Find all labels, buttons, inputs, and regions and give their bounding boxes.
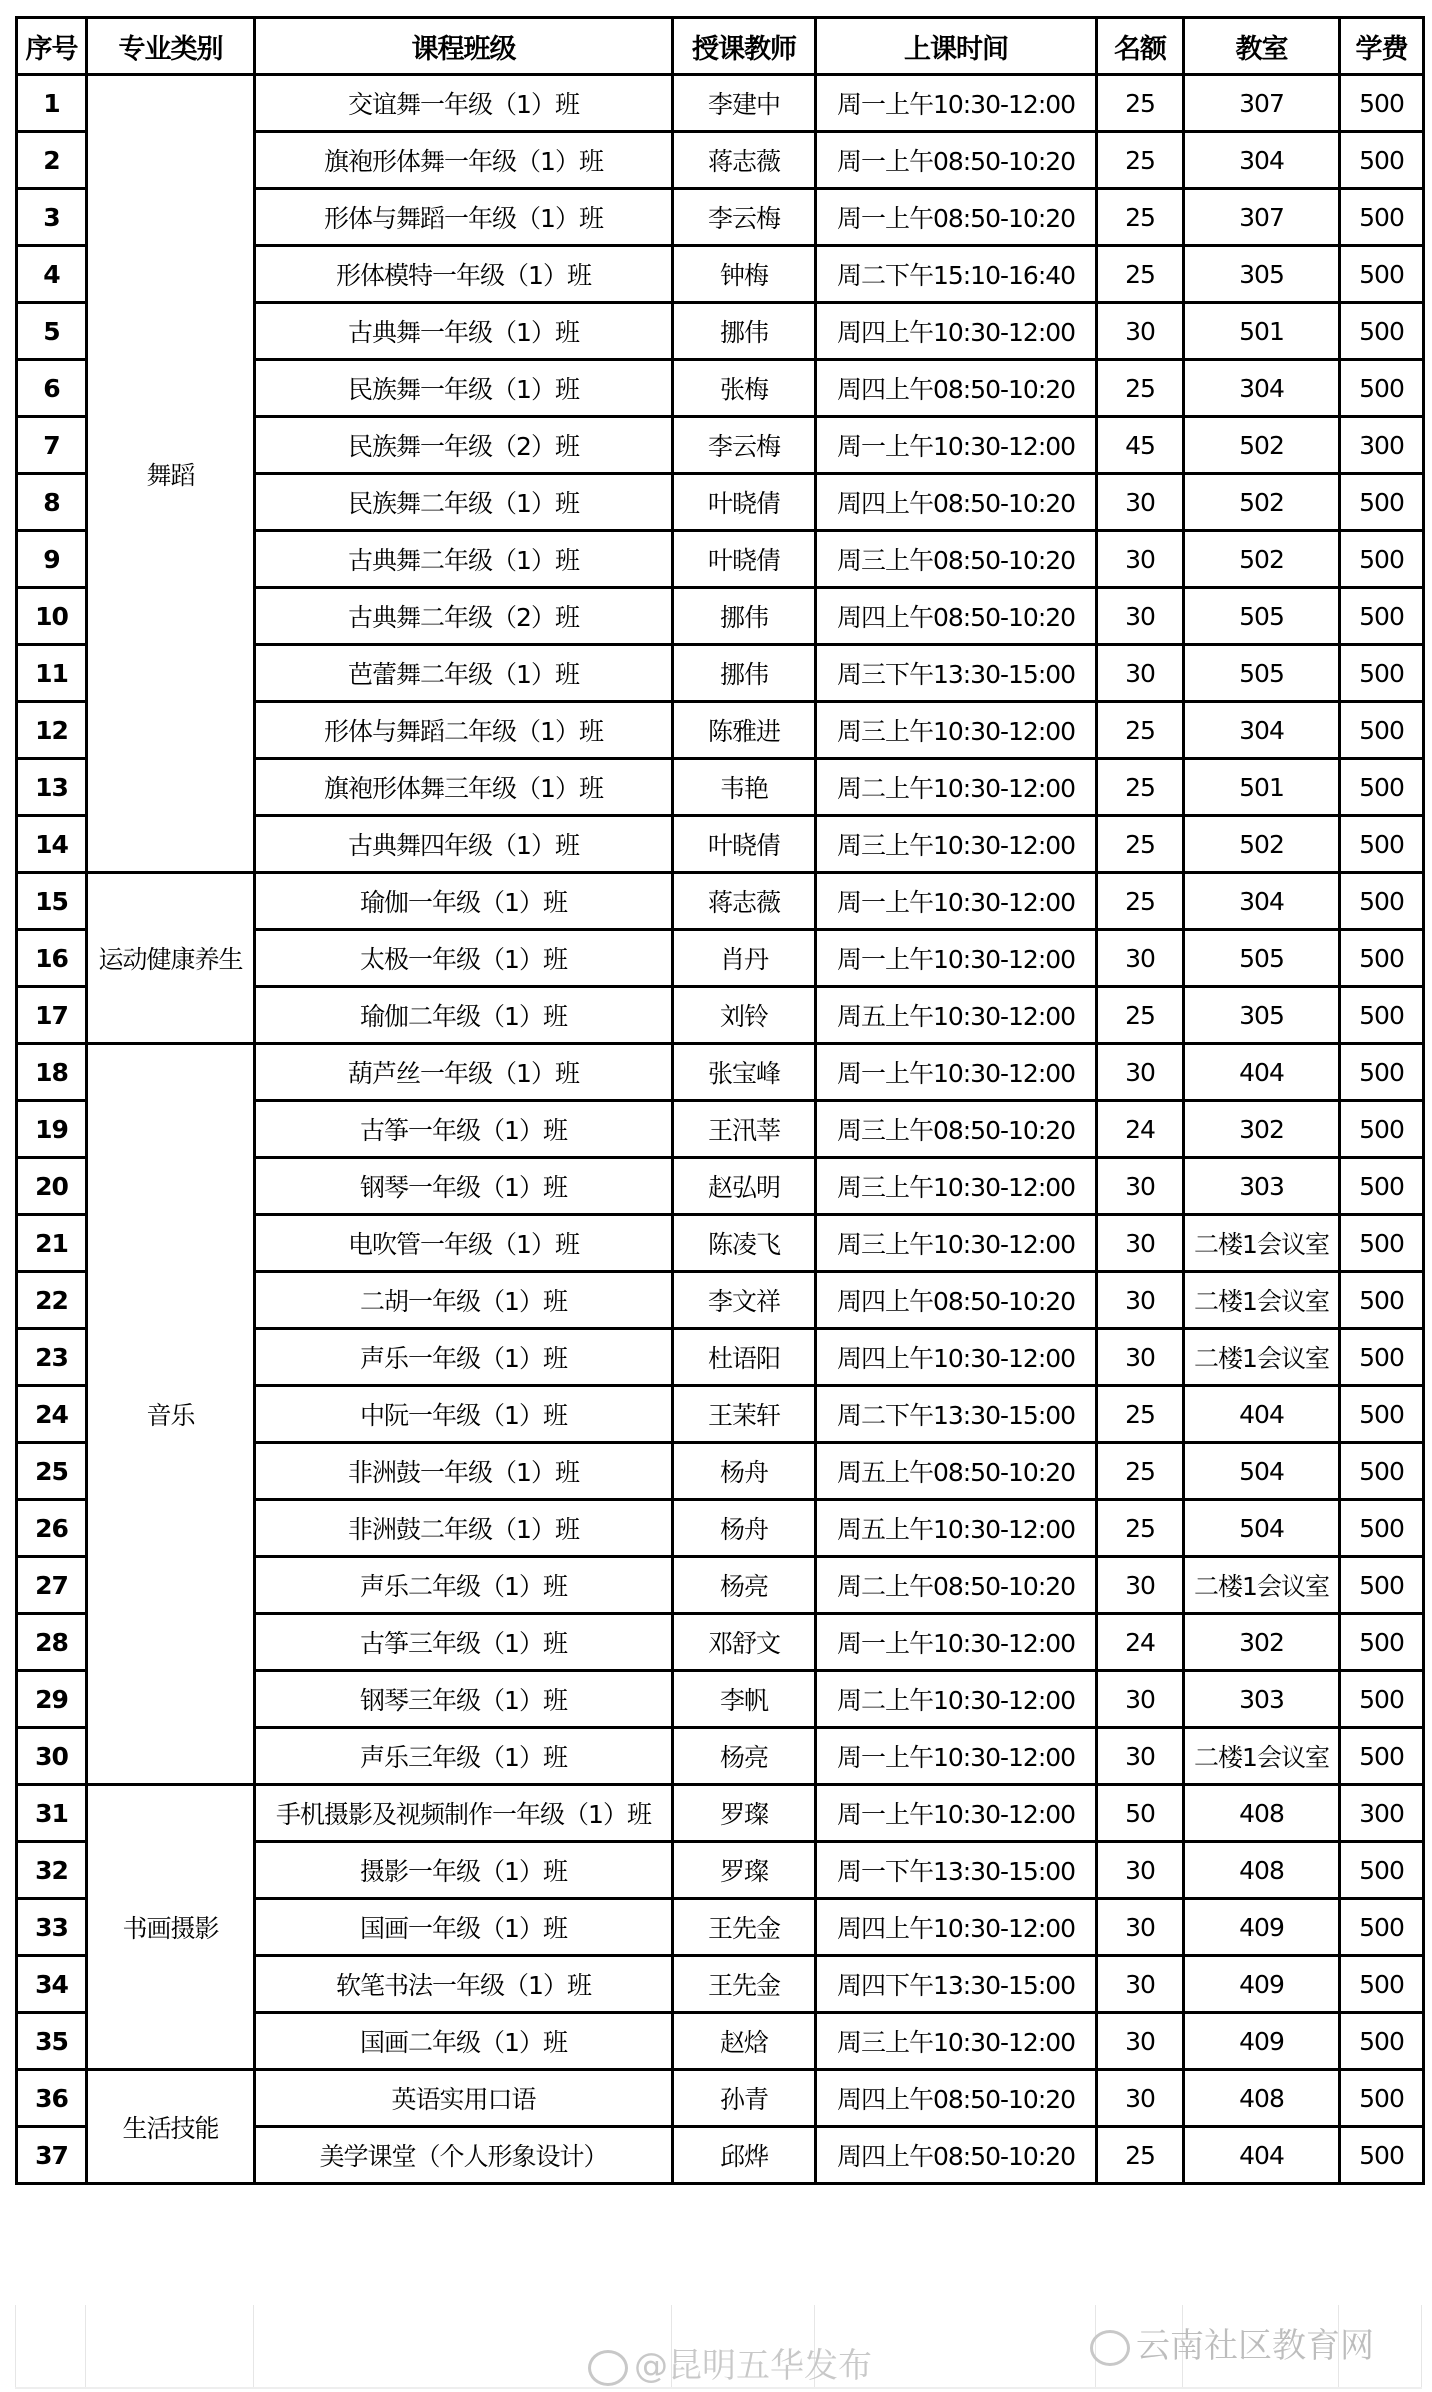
cell-room: 502 (1184, 417, 1340, 474)
cell-seq: 9 (17, 531, 87, 588)
cell-seq: 18 (17, 1044, 87, 1101)
cell-category: 书画摄影 (87, 1785, 255, 2070)
cell-room: 504 (1184, 1500, 1340, 1557)
cell-time: 周一上午10:30-12:00 (816, 1614, 1097, 1671)
cell-seq: 31 (17, 1785, 87, 1842)
cell-time: 周二下午15:10-16:40 (816, 246, 1097, 303)
cell-category: 舞蹈 (87, 75, 255, 873)
cell-seq: 5 (17, 303, 87, 360)
course-schedule-table (15, 16, 1425, 2185)
table-row (17, 1785, 1424, 1842)
cell-fee: 500 (1340, 1272, 1424, 1329)
cell-time: 周四上午10:30-12:00 (816, 1899, 1097, 1956)
cell-quota: 30 (1097, 1329, 1184, 1386)
header-quota: 名额 (1097, 18, 1184, 75)
cell-fee: 500 (1340, 1329, 1424, 1386)
cell-time: 周一上午10:30-12:00 (816, 75, 1097, 132)
cell-fee: 500 (1340, 930, 1424, 987)
cell-fee: 500 (1340, 1842, 1424, 1899)
cell-room: 二楼1会议室 (1184, 1728, 1340, 1785)
cell-room: 二楼1会议室 (1184, 1557, 1340, 1614)
cell-teacher: 陈凌飞 (673, 1215, 816, 1272)
cell-fee: 500 (1340, 246, 1424, 303)
cell-fee: 500 (1340, 1101, 1424, 1158)
cell-quota: 30 (1097, 1272, 1184, 1329)
cell-teacher: 罗璨 (673, 1842, 816, 1899)
cell-teacher: 赵焓 (673, 2013, 816, 2070)
cell-time: 周四上午08:50-10:20 (816, 2070, 1097, 2127)
cell-room: 408 (1184, 2070, 1340, 2127)
cell-quota: 30 (1097, 2070, 1184, 2127)
cell-seq: 30 (17, 1728, 87, 1785)
cell-seq: 12 (17, 702, 87, 759)
cell-quota: 25 (1097, 360, 1184, 417)
cell-course: 古典舞一年级（1）班 (255, 303, 673, 360)
header-row (17, 18, 1424, 75)
cell-seq: 37 (17, 2127, 87, 2184)
cell-time: 周四上午08:50-10:20 (816, 360, 1097, 417)
cell-room: 304 (1184, 873, 1340, 930)
cell-room: 303 (1184, 1158, 1340, 1215)
cell-room: 307 (1184, 189, 1340, 246)
cell-room: 502 (1184, 531, 1340, 588)
cell-category: 运动健康养生 (87, 873, 255, 1044)
cell-time: 周一上午08:50-10:20 (816, 132, 1097, 189)
cell-time: 周二上午08:50-10:20 (816, 1557, 1097, 1614)
cell-time: 周一上午10:30-12:00 (816, 1044, 1097, 1101)
weibo-watermark (588, 2338, 872, 2387)
cell-teacher: 挪伟 (673, 645, 816, 702)
cell-course: 非洲鼓一年级（1）班 (255, 1443, 673, 1500)
cell-time: 周四上午08:50-10:20 (816, 474, 1097, 531)
cell-time: 周三上午08:50-10:20 (816, 531, 1097, 588)
cell-time: 周四下午13:30-15:00 (816, 1956, 1097, 2013)
table-row (17, 2070, 1424, 2127)
cell-fee: 500 (1340, 2127, 1424, 2184)
cell-fee: 500 (1340, 1443, 1424, 1500)
cell-quota: 25 (1097, 189, 1184, 246)
cell-fee: 500 (1340, 360, 1424, 417)
cell-time: 周三上午10:30-12:00 (816, 702, 1097, 759)
cell-time: 周四上午08:50-10:20 (816, 588, 1097, 645)
cell-room: 404 (1184, 2127, 1340, 2184)
header-course: 课程班级 (255, 18, 673, 75)
cell-room: 302 (1184, 1614, 1340, 1671)
cell-teacher: 王汛莘 (673, 1101, 816, 1158)
cell-teacher: 罗璨 (673, 1785, 816, 1842)
cell-fee: 500 (1340, 303, 1424, 360)
cell-room: 304 (1184, 360, 1340, 417)
cell-teacher: 挪伟 (673, 588, 816, 645)
cell-category: 音乐 (87, 1044, 255, 1785)
cell-time: 周四上午08:50-10:20 (816, 2127, 1097, 2184)
cell-course: 国画一年级（1）班 (255, 1899, 673, 1956)
cell-course: 古典舞二年级（1）班 (255, 531, 673, 588)
cell-quota: 25 (1097, 816, 1184, 873)
cell-fee: 500 (1340, 189, 1424, 246)
cell-course: 中阮一年级（1）班 (255, 1386, 673, 1443)
cell-fee: 500 (1340, 816, 1424, 873)
cell-teacher: 蒋志薇 (673, 873, 816, 930)
cell-seq: 8 (17, 474, 87, 531)
cell-teacher: 钟梅 (673, 246, 816, 303)
header-room: 教室 (1184, 18, 1340, 75)
cell-seq: 17 (17, 987, 87, 1044)
cell-teacher: 陈雅进 (673, 702, 816, 759)
cell-course: 葫芦丝一年级（1）班 (255, 1044, 673, 1101)
cell-seq: 14 (17, 816, 87, 873)
cell-fee: 500 (1340, 1956, 1424, 2013)
cell-teacher: 肖丹 (673, 930, 816, 987)
cell-seq: 4 (17, 246, 87, 303)
cell-time: 周一上午08:50-10:20 (816, 189, 1097, 246)
cell-quota: 25 (1097, 702, 1184, 759)
cell-seq: 22 (17, 1272, 87, 1329)
cell-fee: 500 (1340, 75, 1424, 132)
cell-course: 二胡一年级（1）班 (255, 1272, 673, 1329)
cell-teacher: 刘铃 (673, 987, 816, 1044)
header-time: 上课时间 (816, 18, 1097, 75)
cell-course: 太极一年级（1）班 (255, 930, 673, 987)
cell-room: 307 (1184, 75, 1340, 132)
cell-quota: 30 (1097, 474, 1184, 531)
cell-time: 周三上午10:30-12:00 (816, 1158, 1097, 1215)
cell-room: 505 (1184, 588, 1340, 645)
cell-quota: 30 (1097, 1215, 1184, 1272)
cell-teacher: 李云梅 (673, 417, 816, 474)
cell-fee: 500 (1340, 2070, 1424, 2127)
cell-room: 504 (1184, 1443, 1340, 1500)
cell-teacher: 挪伟 (673, 303, 816, 360)
cell-course: 瑜伽一年级（1）班 (255, 873, 673, 930)
cell-teacher: 王先金 (673, 1899, 816, 1956)
cell-course: 旗袍形体舞三年级（1）班 (255, 759, 673, 816)
cell-time: 周三上午10:30-12:00 (816, 1215, 1097, 1272)
cell-fee: 500 (1340, 1215, 1424, 1272)
cell-quota: 25 (1097, 1500, 1184, 1557)
cell-quota: 30 (1097, 1728, 1184, 1785)
cell-seq: 28 (17, 1614, 87, 1671)
cell-quota: 30 (1097, 2013, 1184, 2070)
cell-room: 502 (1184, 816, 1340, 873)
cell-quota: 30 (1097, 1956, 1184, 2013)
cell-course: 声乐二年级（1）班 (255, 1557, 673, 1614)
cell-quota: 30 (1097, 1842, 1184, 1899)
cell-quota: 45 (1097, 417, 1184, 474)
cell-teacher: 张梅 (673, 360, 816, 417)
header-seq: 序号 (17, 18, 87, 75)
cell-seq: 20 (17, 1158, 87, 1215)
header-teacher: 授课教师 (673, 18, 816, 75)
cell-fee: 500 (1340, 1728, 1424, 1785)
cell-course: 古典舞四年级（1）班 (255, 816, 673, 873)
cell-course: 国画二年级（1）班 (255, 2013, 673, 2070)
cell-seq: 33 (17, 1899, 87, 1956)
cell-fee: 500 (1340, 1386, 1424, 1443)
wechat-watermark (1090, 2318, 1374, 2367)
cell-time: 周五上午08:50-10:20 (816, 1443, 1097, 1500)
cell-room: 404 (1184, 1044, 1340, 1101)
cell-fee: 500 (1340, 531, 1424, 588)
cell-seq: 25 (17, 1443, 87, 1500)
cell-seq: 7 (17, 417, 87, 474)
cell-quota: 25 (1097, 873, 1184, 930)
cell-fee: 500 (1340, 987, 1424, 1044)
cell-teacher: 李建中 (673, 75, 816, 132)
cell-room: 408 (1184, 1785, 1340, 1842)
cell-fee: 500 (1340, 2013, 1424, 2070)
cell-teacher: 李文祥 (673, 1272, 816, 1329)
cell-course: 旗袍形体舞一年级（1）班 (255, 132, 673, 189)
cell-quota: 30 (1097, 1899, 1184, 1956)
cell-fee: 500 (1340, 702, 1424, 759)
cell-seq: 11 (17, 645, 87, 702)
cell-time: 周一上午10:30-12:00 (816, 417, 1097, 474)
header-fee: 学费 (1340, 18, 1424, 75)
cell-room: 302 (1184, 1101, 1340, 1158)
cell-room: 501 (1184, 303, 1340, 360)
cell-teacher: 杨舟 (673, 1500, 816, 1557)
cell-fee: 500 (1340, 1557, 1424, 1614)
cell-quota: 30 (1097, 531, 1184, 588)
cell-time: 周四上午08:50-10:20 (816, 1272, 1097, 1329)
cell-fee: 500 (1340, 873, 1424, 930)
cell-room: 408 (1184, 1842, 1340, 1899)
cell-course: 美学课堂（个人形象设计） (255, 2127, 673, 2184)
cell-time: 周三上午08:50-10:20 (816, 1101, 1097, 1158)
cell-course: 软笔书法一年级（1）班 (255, 1956, 673, 2013)
cell-seq: 6 (17, 360, 87, 417)
weibo-icon (588, 2350, 628, 2386)
cell-room: 305 (1184, 987, 1340, 1044)
cell-time: 周四上午10:30-12:00 (816, 1329, 1097, 1386)
cell-teacher: 杨亮 (673, 1728, 816, 1785)
cell-seq: 23 (17, 1329, 87, 1386)
cell-seq: 13 (17, 759, 87, 816)
cell-course: 声乐一年级（1）班 (255, 1329, 673, 1386)
cell-quota: 25 (1097, 2127, 1184, 2184)
cell-room: 二楼1会议室 (1184, 1272, 1340, 1329)
cell-quota: 30 (1097, 930, 1184, 987)
cell-room: 409 (1184, 1956, 1340, 2013)
cell-teacher: 杨亮 (673, 1557, 816, 1614)
cell-course: 瑜伽二年级（1）班 (255, 987, 673, 1044)
cell-course: 民族舞二年级（1）班 (255, 474, 673, 531)
cell-course: 民族舞一年级（1）班 (255, 360, 673, 417)
cell-fee: 500 (1340, 1899, 1424, 1956)
table-row (17, 873, 1424, 930)
cell-time: 周三上午10:30-12:00 (816, 816, 1097, 873)
cell-seq: 32 (17, 1842, 87, 1899)
cell-course: 形体与舞蹈一年级（1）班 (255, 189, 673, 246)
cell-teacher: 赵弘明 (673, 1158, 816, 1215)
cell-teacher: 蒋志薇 (673, 132, 816, 189)
table-row (17, 75, 1424, 132)
cell-seq: 2 (17, 132, 87, 189)
cell-seq: 15 (17, 873, 87, 930)
cell-teacher: 李帆 (673, 1671, 816, 1728)
cell-course: 形体与舞蹈二年级（1）班 (255, 702, 673, 759)
cell-quota: 50 (1097, 1785, 1184, 1842)
cell-quota: 30 (1097, 303, 1184, 360)
cell-time: 周三下午13:30-15:00 (816, 645, 1097, 702)
cell-course: 手机摄影及视频制作一年级（1）班 (255, 1785, 673, 1842)
cell-seq: 36 (17, 2070, 87, 2127)
cell-fee: 500 (1340, 1158, 1424, 1215)
header-category: 专业类别 (87, 18, 255, 75)
cell-seq: 26 (17, 1500, 87, 1557)
cell-quota: 30 (1097, 645, 1184, 702)
cell-quota: 25 (1097, 1443, 1184, 1500)
cell-course: 古筝一年级（1）班 (255, 1101, 673, 1158)
cell-seq: 10 (17, 588, 87, 645)
cell-room: 二楼1会议室 (1184, 1215, 1340, 1272)
cell-fee: 500 (1340, 759, 1424, 816)
cell-quota: 25 (1097, 759, 1184, 816)
cell-course: 钢琴三年级（1）班 (255, 1671, 673, 1728)
cell-course: 声乐三年级（1）班 (255, 1728, 673, 1785)
cell-course: 形体模特一年级（1）班 (255, 246, 673, 303)
cell-quota: 25 (1097, 1386, 1184, 1443)
cell-teacher: 叶晓倩 (673, 816, 816, 873)
cell-teacher: 邓舒文 (673, 1614, 816, 1671)
cell-room: 304 (1184, 702, 1340, 759)
cell-room: 501 (1184, 759, 1340, 816)
cell-time: 周五上午10:30-12:00 (816, 1500, 1097, 1557)
cell-fee: 500 (1340, 1671, 1424, 1728)
cell-course: 非洲鼓二年级（1）班 (255, 1500, 673, 1557)
cell-teacher: 李云梅 (673, 189, 816, 246)
cell-time: 周三上午10:30-12:00 (816, 2013, 1097, 2070)
cell-course: 钢琴一年级（1）班 (255, 1158, 673, 1215)
cell-course: 古筝三年级（1）班 (255, 1614, 673, 1671)
cell-time: 周一上午10:30-12:00 (816, 1728, 1097, 1785)
cell-category: 生活技能 (87, 2070, 255, 2184)
cell-quota: 30 (1097, 1044, 1184, 1101)
cell-room: 303 (1184, 1671, 1340, 1728)
cell-seq: 24 (17, 1386, 87, 1443)
cell-fee: 500 (1340, 1500, 1424, 1557)
cell-time: 周四上午10:30-12:00 (816, 303, 1097, 360)
table-row (17, 1044, 1424, 1101)
cell-room: 505 (1184, 645, 1340, 702)
cell-room: 505 (1184, 930, 1340, 987)
cell-time: 周一上午10:30-12:00 (816, 1785, 1097, 1842)
cell-seq: 21 (17, 1215, 87, 1272)
weibo-watermark-text: @昆明五华发布 (634, 2346, 872, 2386)
cell-room: 409 (1184, 2013, 1340, 2070)
cell-fee: 300 (1340, 417, 1424, 474)
cell-teacher: 张宝峰 (673, 1044, 816, 1101)
wechat-icon (1090, 2330, 1130, 2366)
cell-course: 电吹管一年级（1）班 (255, 1215, 673, 1272)
cell-course: 芭蕾舞二年级（1）班 (255, 645, 673, 702)
cell-quota: 25 (1097, 132, 1184, 189)
cell-time: 周五上午10:30-12:00 (816, 987, 1097, 1044)
cell-quota: 24 (1097, 1101, 1184, 1158)
cell-room: 409 (1184, 1899, 1340, 1956)
cell-time: 周二上午10:30-12:00 (816, 1671, 1097, 1728)
cell-quota: 25 (1097, 246, 1184, 303)
cell-seq: 35 (17, 2013, 87, 2070)
cell-course: 摄影一年级（1）班 (255, 1842, 673, 1899)
cell-seq: 3 (17, 189, 87, 246)
cell-course: 古典舞二年级（2）班 (255, 588, 673, 645)
cell-room: 404 (1184, 1386, 1340, 1443)
cell-fee: 300 (1340, 1785, 1424, 1842)
cell-course: 交谊舞一年级（1）班 (255, 75, 673, 132)
cell-quota: 25 (1097, 75, 1184, 132)
cell-teacher: 王先金 (673, 1956, 816, 2013)
cell-time: 周一上午10:30-12:00 (816, 873, 1097, 930)
cell-quota: 30 (1097, 588, 1184, 645)
cell-quota: 25 (1097, 987, 1184, 1044)
cell-fee: 500 (1340, 588, 1424, 645)
cell-teacher: 王茉轩 (673, 1386, 816, 1443)
cell-seq: 1 (17, 75, 87, 132)
cell-teacher: 孙青 (673, 2070, 816, 2127)
cell-room: 305 (1184, 246, 1340, 303)
cell-quota: 30 (1097, 1158, 1184, 1215)
cell-time: 周一下午13:30-15:00 (816, 1842, 1097, 1899)
cell-seq: 29 (17, 1671, 87, 1728)
cell-course: 民族舞一年级（2）班 (255, 417, 673, 474)
cell-seq: 16 (17, 930, 87, 987)
cell-room: 502 (1184, 474, 1340, 531)
cell-teacher: 杜语阳 (673, 1329, 816, 1386)
cell-course: 英语实用口语 (255, 2070, 673, 2127)
cell-fee: 500 (1340, 474, 1424, 531)
cell-quota: 30 (1097, 1671, 1184, 1728)
cell-teacher: 韦艳 (673, 759, 816, 816)
cell-teacher: 叶晓倩 (673, 531, 816, 588)
table-body (17, 75, 1424, 2184)
cell-fee: 500 (1340, 1614, 1424, 1671)
cell-quota: 30 (1097, 1557, 1184, 1614)
cell-seq: 19 (17, 1101, 87, 1158)
cell-teacher: 叶晓倩 (673, 474, 816, 531)
wechat-watermark-text: 云南社区教育网 (1136, 2326, 1374, 2366)
cell-time: 周二上午10:30-12:00 (816, 759, 1097, 816)
cell-time: 周二下午13:30-15:00 (816, 1386, 1097, 1443)
cell-fee: 500 (1340, 645, 1424, 702)
cell-fee: 500 (1340, 1044, 1424, 1101)
cell-room: 304 (1184, 132, 1340, 189)
cell-seq: 34 (17, 1956, 87, 2013)
cell-quota: 24 (1097, 1614, 1184, 1671)
cell-time: 周一上午10:30-12:00 (816, 930, 1097, 987)
cell-teacher: 邱烨 (673, 2127, 816, 2184)
cell-teacher: 杨舟 (673, 1443, 816, 1500)
cell-seq: 27 (17, 1557, 87, 1614)
cell-fee: 500 (1340, 132, 1424, 189)
cell-room: 二楼1会议室 (1184, 1329, 1340, 1386)
